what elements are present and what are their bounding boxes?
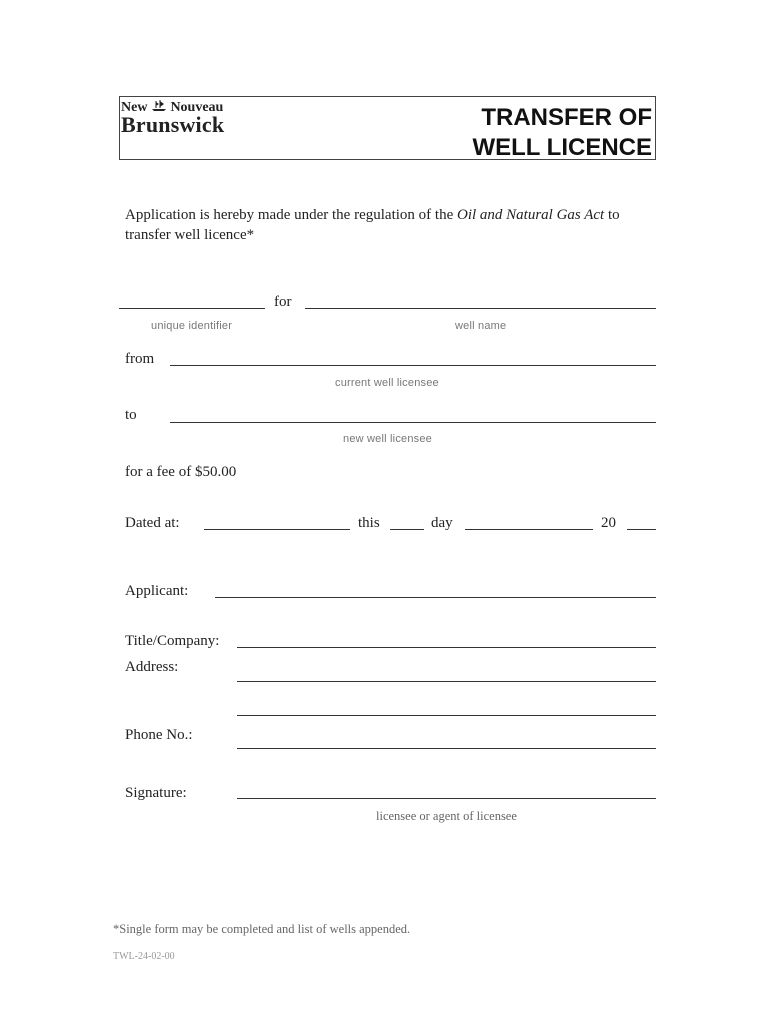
act-name: Oil and Natural Gas Act bbox=[456, 207, 605, 223]
dated-place-field[interactable] bbox=[204, 529, 350, 530]
year-prefix: 20 bbox=[601, 515, 616, 531]
intro-text-2: to bbox=[604, 207, 620, 223]
phone-field[interactable] bbox=[237, 748, 656, 749]
title-line-2: WELL LICENCE bbox=[472, 134, 652, 161]
footnote: *Single form may be completed and list of wells appended. bbox=[113, 922, 411, 936]
new-licensee-hint: new well licensee bbox=[343, 433, 432, 445]
dated-label: Dated at: bbox=[125, 515, 180, 531]
fee-text: for a fee of $50.00 bbox=[125, 464, 237, 480]
title-company-field[interactable] bbox=[237, 647, 656, 648]
month-field[interactable] bbox=[465, 529, 593, 530]
logo-nouveau: Nouveau bbox=[170, 100, 224, 115]
signature-label: Signature: bbox=[125, 785, 187, 801]
signature-hint: licensee or agent of licensee bbox=[376, 809, 517, 823]
to-label: to bbox=[125, 407, 137, 423]
address-field-1[interactable] bbox=[237, 681, 656, 682]
from-label: from bbox=[125, 351, 155, 367]
for-label: for bbox=[274, 294, 292, 310]
day-label: day bbox=[431, 515, 453, 531]
current-licensee-hint: current well licensee bbox=[335, 377, 439, 389]
address-label: Address: bbox=[125, 659, 179, 675]
day-number-field[interactable] bbox=[390, 529, 424, 530]
title-company-label: Title/Company: bbox=[125, 633, 220, 649]
well-name-hint: well name bbox=[455, 320, 507, 332]
ship-icon bbox=[151, 100, 167, 112]
page-title bbox=[472, 103, 652, 163]
phone-label: Phone No.: bbox=[125, 727, 193, 743]
signature-field[interactable] bbox=[237, 798, 656, 799]
applicant-label: Applicant: bbox=[125, 583, 189, 599]
current-licensee-field[interactable] bbox=[170, 365, 656, 366]
applicant-field[interactable] bbox=[215, 597, 656, 598]
intro-paragraph bbox=[125, 205, 665, 245]
unique-identifier-field[interactable] bbox=[119, 308, 265, 309]
year-field[interactable] bbox=[627, 529, 656, 530]
this-label: this bbox=[358, 515, 380, 531]
new-licensee-field[interactable] bbox=[170, 422, 656, 423]
title-line-1: TRANSFER OF bbox=[481, 104, 652, 131]
well-name-field[interactable] bbox=[305, 308, 656, 309]
intro-text-3: transfer well licence* bbox=[125, 227, 255, 243]
intro-text-1: Application is hereby made under the regulation of the bbox=[125, 207, 457, 223]
address-field-2[interactable] bbox=[237, 715, 656, 716]
new-brunswick-logo bbox=[121, 100, 224, 135]
unique-identifier-hint: unique identifier bbox=[151, 320, 233, 332]
form-code: TWL-24-02-00 bbox=[113, 951, 175, 962]
logo-new: New bbox=[121, 100, 148, 115]
logo-brunswick: Brunswick bbox=[121, 112, 225, 137]
